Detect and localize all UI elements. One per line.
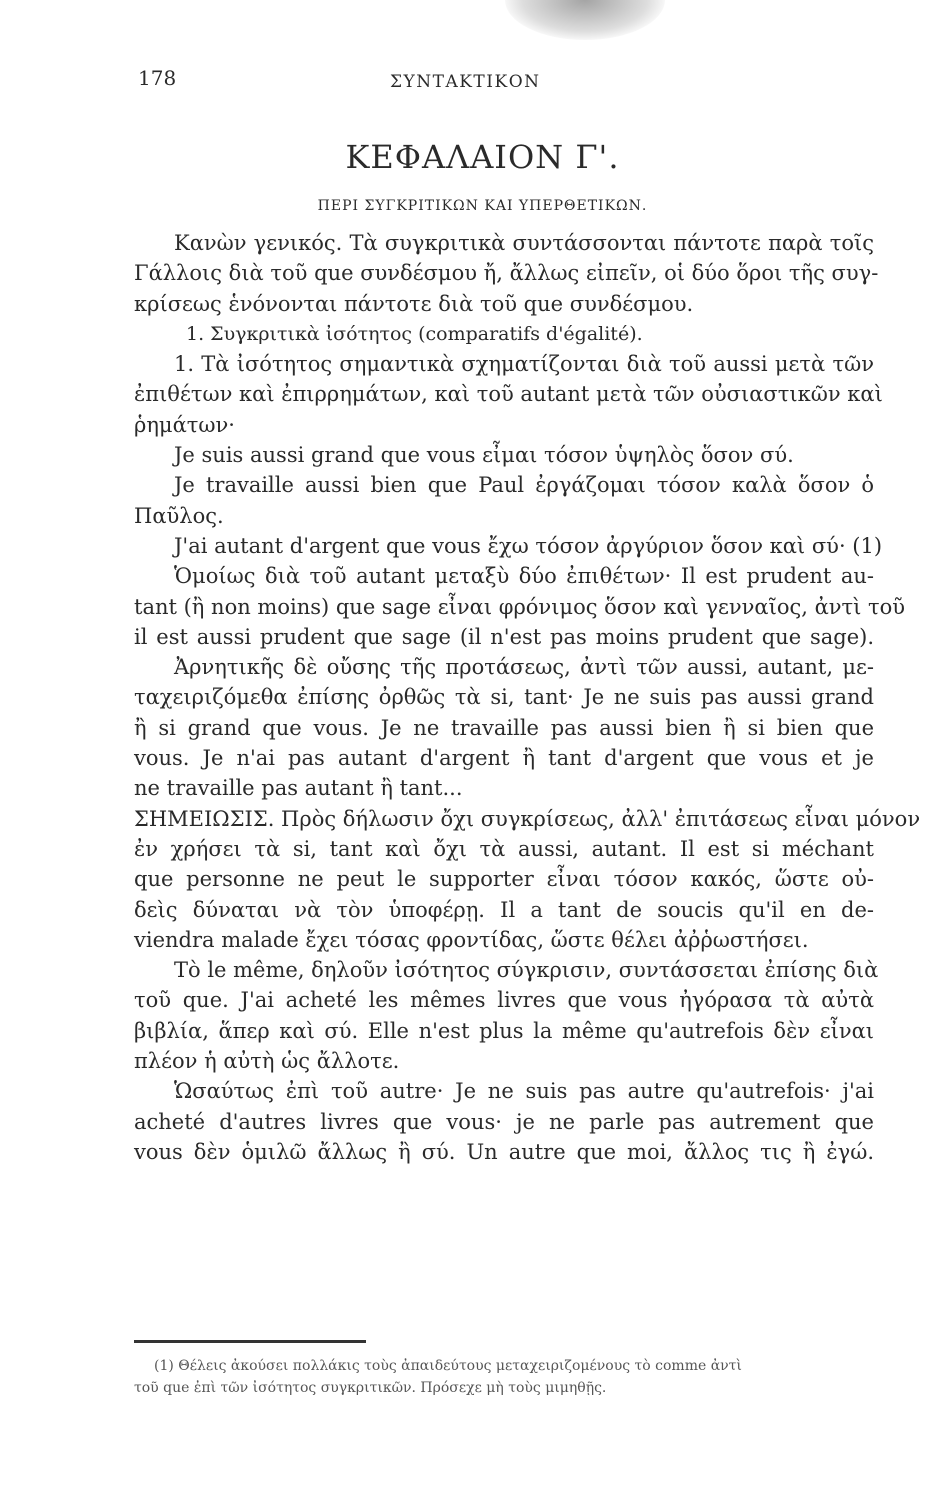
text-line: J'ai autant d'argent que vous ἔχω τόσον ἀργύριον ὅσον καὶ σύ· (1) bbox=[174, 533, 883, 558]
text-line: tant (ἢ non moins) que sage εἶναι φρόνιμος ὅσον καὶ γενναῖος, ἀντὶ τοῦ bbox=[134, 594, 906, 619]
text-line: πλέον ἡ αὐτὴ ὡς ἄλλοτε. bbox=[134, 1049, 400, 1074]
ink-smudge bbox=[505, 0, 665, 40]
text-line: Γάλλοις διὰ τοῦ que συνδέσμου ἤ, ἄλλως εἰπεῖν, οἱ δύο ὅροι τῆς συγ- bbox=[134, 261, 879, 286]
text-line: ἢ si grand que vous. Je ne travaille pas aussi bien ἢ si bien que bbox=[134, 715, 874, 740]
text-line: Je travaille aussi bien que Paul ἐργάζομαι τόσον καλὰ ὅσον ὁ bbox=[174, 473, 874, 498]
text-line: que personne ne peut le supporter εἶναι τόσον κακός, ὥστε οὐ- bbox=[134, 867, 874, 892]
section-title: ΠΕΡΙ ΣΥΓΚΡΙΤΙΚΩΝ ΚΑΙ ΥΠΕΡΘΕΤΙΚΩΝ. bbox=[317, 198, 648, 214]
text-line: Je suis aussi grand que vous εἶμαι τόσον ὑψηλὸς ὅσον σύ. bbox=[174, 443, 794, 468]
chapter-title: ΚΕΦΑΛΑΙΟΝ Γ'. bbox=[345, 138, 620, 176]
page-number: 178 bbox=[138, 66, 177, 90]
text-line: vous δὲν ὁμιλῶ ἄλλως ἢ σύ. Un autre que moi, ἄλλος τις ἢ ἐγώ. bbox=[134, 1139, 874, 1164]
text-line: δεὶς δύναται νὰ τὸν ὑποφέρῃ. Il a tant de soucis qu'il en de- bbox=[134, 897, 874, 922]
text-line: il est aussi prudent que sage (il n'est pas moins prudent que sage). bbox=[134, 624, 874, 649]
footnote-line: (1) Θέλεις ἀκούσει πολλάκις τοὺς ἀπαιδεύτους μεταχειριζομένους τὸ comme ἀντὶ bbox=[154, 1358, 742, 1374]
body-text bbox=[134, 228, 921, 1167]
text-line: Παῦλος. bbox=[134, 503, 224, 528]
text-line: ταχειριζόμεθα ἐπίσης ὀρθῶς τὰ si, tant· Je ne suis pas aussi grand bbox=[134, 685, 874, 710]
text-line: ῥημάτων· bbox=[134, 412, 235, 437]
text-line: κρίσεως ἑνόνονται πάντοτε διὰ τοῦ que συνδέσμου. bbox=[134, 291, 694, 316]
running-title: ΣΥΝΤΑΚΤΙΚΟΝ bbox=[390, 72, 541, 92]
text-line: ἐν χρήσει τὰ si, tant καὶ ὄχι τὰ aussi, autant. Il est si méchant bbox=[134, 836, 874, 861]
text-line: vous. Je n'ai pas autant d'argent ἢ tant d'argent que vous et je bbox=[134, 746, 874, 771]
text-line: Ὁμοίως διὰ τοῦ autant μεταξὺ δύο ἐπιθέτων· Il est prudent au- bbox=[174, 564, 874, 589]
text-line: ne travaille pas autant ἢ tant... bbox=[134, 776, 463, 801]
footnote-line: τοῦ que ἐπὶ τῶν ἰσότητος συγκριτικῶν. Πρόσεχε μὴ τοὺς μιμηθῇς. bbox=[134, 1380, 607, 1396]
text-line: ΣΗΜΕΙΩΣΙΣ. Πρὸς δήλωσιν ὄχι συγκρίσεως, ἀλλ' ἐπιτάσεως εἶναι μόνον bbox=[134, 806, 921, 831]
text-line: τοῦ que. J'ai acheté les mêmes livres que vous ἠγόρασα τὰ αὐτὰ bbox=[134, 988, 874, 1013]
text-line: Ὡσαύτως ἐπὶ τοῦ autre· Je ne suis pas autre qu'autrefois· j'ai bbox=[174, 1079, 874, 1104]
text-line: Ἀρνητικῆς δὲ οὔσης τῆς προτάσεως, ἀντὶ τῶν aussi, autant, με- bbox=[174, 655, 874, 680]
text-line: 1. Τὰ ἰσότητος σημαντικὰ σχηματίζονται διὰ τοῦ aussi μετὰ τῶν bbox=[174, 352, 874, 377]
text-line: acheté d'autres livres que vous· je ne parle pas autrement que bbox=[134, 1109, 874, 1134]
text-line: ἐπιθέτων καὶ ἐπιρρημάτων, καὶ τοῦ autant μετὰ τῶν οὐσιαστικῶν καὶ bbox=[134, 382, 883, 407]
subheading: 1. Συγκριτικὰ ἰσότητος (comparatifs d'égalité). bbox=[186, 322, 643, 345]
footnotes bbox=[134, 1355, 874, 1399]
footnote-rule bbox=[134, 1340, 366, 1343]
text-line: βιβλία, ἅπερ καὶ σύ. Elle n'est plus la même qu'autrefois δὲν εἶναι bbox=[134, 1018, 874, 1043]
text-line: viendra malade ἔχει τόσας φροντίδας, ὥστε θέλει ἀῤῥωστήσει. bbox=[134, 927, 809, 952]
text-line: Τὸ le même, δηλοῦν ἰσότητος σύγκρισιν, συντάσσεται ἐπίσης διὰ bbox=[174, 958, 879, 983]
text-line: Κανὼν γενικός. Τὰ συγκριτικὰ συντάσσονται πάντοτε παρὰ τοῖς bbox=[174, 231, 874, 255]
